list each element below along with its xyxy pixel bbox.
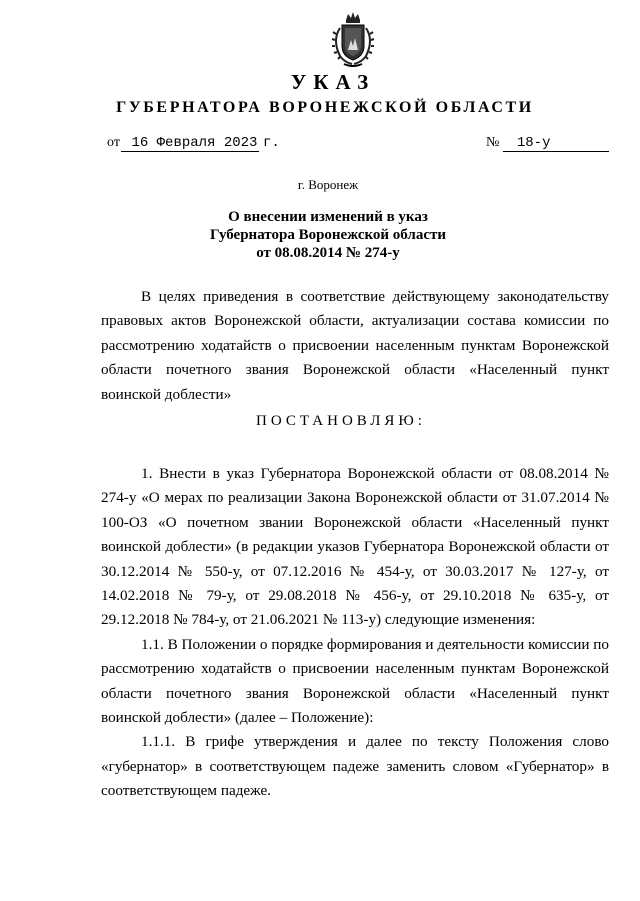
date-value: 16 Февраля 2023 <box>121 135 259 152</box>
document-title: УКАЗ <box>290 70 376 94</box>
preamble-paragraph: В целях приведения в соответствие действующему законодательству правовых актов Воронежской области, актуализации состава комиссии по рассмотрению ходатайств о присвоении населенным пунктам Воронежской области почетного звания Воронежской области «Населенный пункт воинской доблести» <box>101 288 609 403</box>
items-block <box>101 462 609 804</box>
document-issuer: ГУБЕРНАТОРА ВОРОНЕЖСКОЙ ОБЛАСТИ <box>116 99 534 116</box>
item-1-1-1-paragraph: 1.1.1. В грифе утверждения и далее по тексту Положения слово «губернатор» в соответствующем падеже заменить словом «Губернатор» в соответствующем падеже. <box>101 733 609 800</box>
document-subject <box>0 208 640 262</box>
date-suffix: г. <box>262 135 280 151</box>
city-label: г. Воронеж <box>297 177 359 192</box>
subject-line-2: Губернатора Воронежской области <box>209 227 447 243</box>
preamble-block <box>101 285 609 407</box>
coat-of-arms-emblem <box>326 10 380 70</box>
number-value: 18-у <box>503 135 609 152</box>
number-line <box>486 135 609 152</box>
subject-line-3: от 08.08.2014 № 274-у <box>256 245 400 261</box>
date-line <box>107 135 280 152</box>
number-prefix: № <box>486 135 500 150</box>
item-1-1-paragraph: 1.1. В Положении о порядке формирования и деятельности комиссии по рассмотрению ходатайств о присвоении населенным пунктам Воронежской области почетного звания Воронежской области «Населенный пункт воинской доблести» (далее – Положение): <box>101 635 609 727</box>
subject-line-1: О внесении изменений в указ <box>228 209 428 225</box>
date-prefix: от <box>107 135 120 150</box>
item-1-paragraph: 1. Внести в указ Губернатора Воронежской области от 08.08.2014 № 274-у «О мерах по реализации Закона Воронежской области от 31.07.2014 № 100-ОЗ «О почетном звании Воронежской области «Населенный пункт воинской доблести» (в редакции указов Губернатора Воронежской области от 30.12.2014 № 550-у, от 07.12.2016 № 454-у, от 30.03.2017 № 127-у, от 14.02.2018 № 79-у, от 29.08.2018 № 456-у, от 29.10.2018 № 635-у, от 29.12.2018 № 784-у, от 21.06.2021 № 113-у) следующие изменения: <box>101 465 609 629</box>
decree-heading: ПОСТАНОВЛЯЮ: <box>256 413 426 429</box>
